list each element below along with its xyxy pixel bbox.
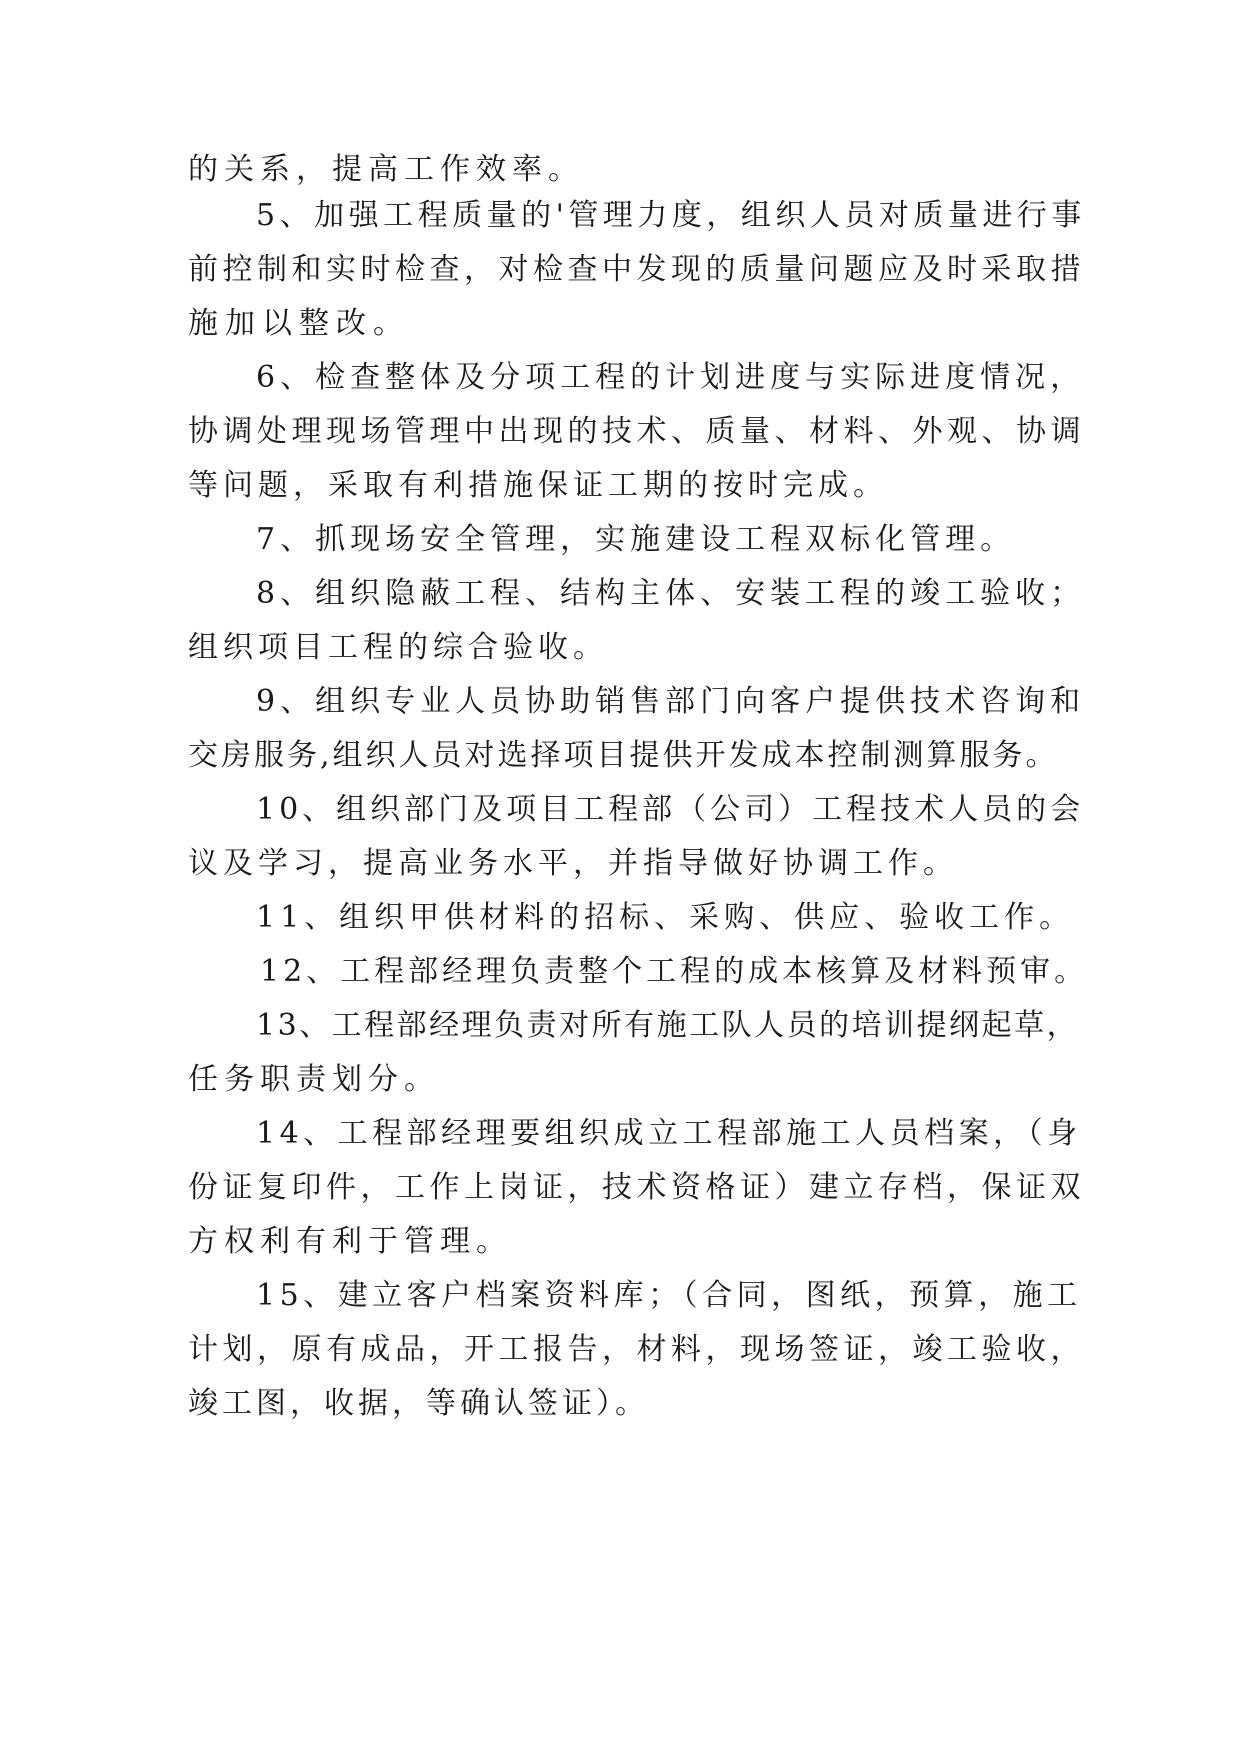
text-line-24: 竣工图，收据，等确认签证）。: [188, 1386, 649, 1421]
text-line-7: 等问题，采取有利措施保证工期的按时完成。: [188, 468, 888, 503]
text-line-21: 方权利有利于管理。: [188, 1224, 512, 1259]
text-line-10: 组织项目工程的综合验收。: [188, 630, 608, 665]
text-line-20: 份证复印件，工作上岗证，技术资格证）建立存档，保证双: [188, 1170, 1085, 1205]
text-line-8: 7、抓现场安全管理，实施建设工程双标化管理。: [256, 522, 1016, 557]
text-line-5: 6、检查整体及分项工程的计划进度与实际进度情况，: [256, 360, 1086, 395]
text-line-22: 15、建立客户档案资料库；（合同，图纸，预算，施工: [256, 1278, 1082, 1313]
text-line-9: 8、组织隐蔽工程、结构主体、安装工程的竣工验收；: [256, 576, 1086, 611]
text-line-1: 的关系，提高工作效率。: [188, 152, 584, 187]
text-line-13: 10、组织部门及项目工程部（公司）工程技术人员的会: [256, 792, 1085, 827]
text-line-18: 任务职责划分。: [188, 1062, 440, 1097]
text-line-11: 9、组织专业人员协助销售部门向客户提供技术咨询和: [256, 684, 1086, 719]
text-line-19: 14、工程部经理要组织成立工程部施工人员档案，（身: [256, 1116, 1082, 1151]
text-line-3: 前控制和实时检查，对检查中发现的质量问题应及时采取措: [188, 252, 1085, 287]
text-line-17: 13、工程部经理负责对所有施工队人员的培训提纲起草，: [256, 1008, 1080, 1043]
text-line-14: 议及学习，提高业务水平，并指导做好协调工作。: [188, 846, 958, 881]
text-line-4: 施加以整改。: [188, 306, 410, 341]
text-line-2: 5、加强工程质量的'管理力度，组织人员对质量进行事: [256, 198, 1086, 233]
text-line-16: 12、工程部经理负责整个工程的成本核算及材料预审。: [260, 954, 1089, 989]
text-line-6: 协调处理现场管理中出现的技术、质量、材料、外观、协调: [188, 414, 1085, 449]
text-line-12: 交房服务,组织人员对选择项目提供开发成本控制测算服务。: [188, 738, 1059, 773]
text-line-15: 11、组织甲供材料的招标、采购、供应、验收工作。: [256, 900, 1075, 935]
text-line-23: 计划，原有成品，开工报告，材料，现场签证，竣工验收，: [188, 1332, 1085, 1367]
